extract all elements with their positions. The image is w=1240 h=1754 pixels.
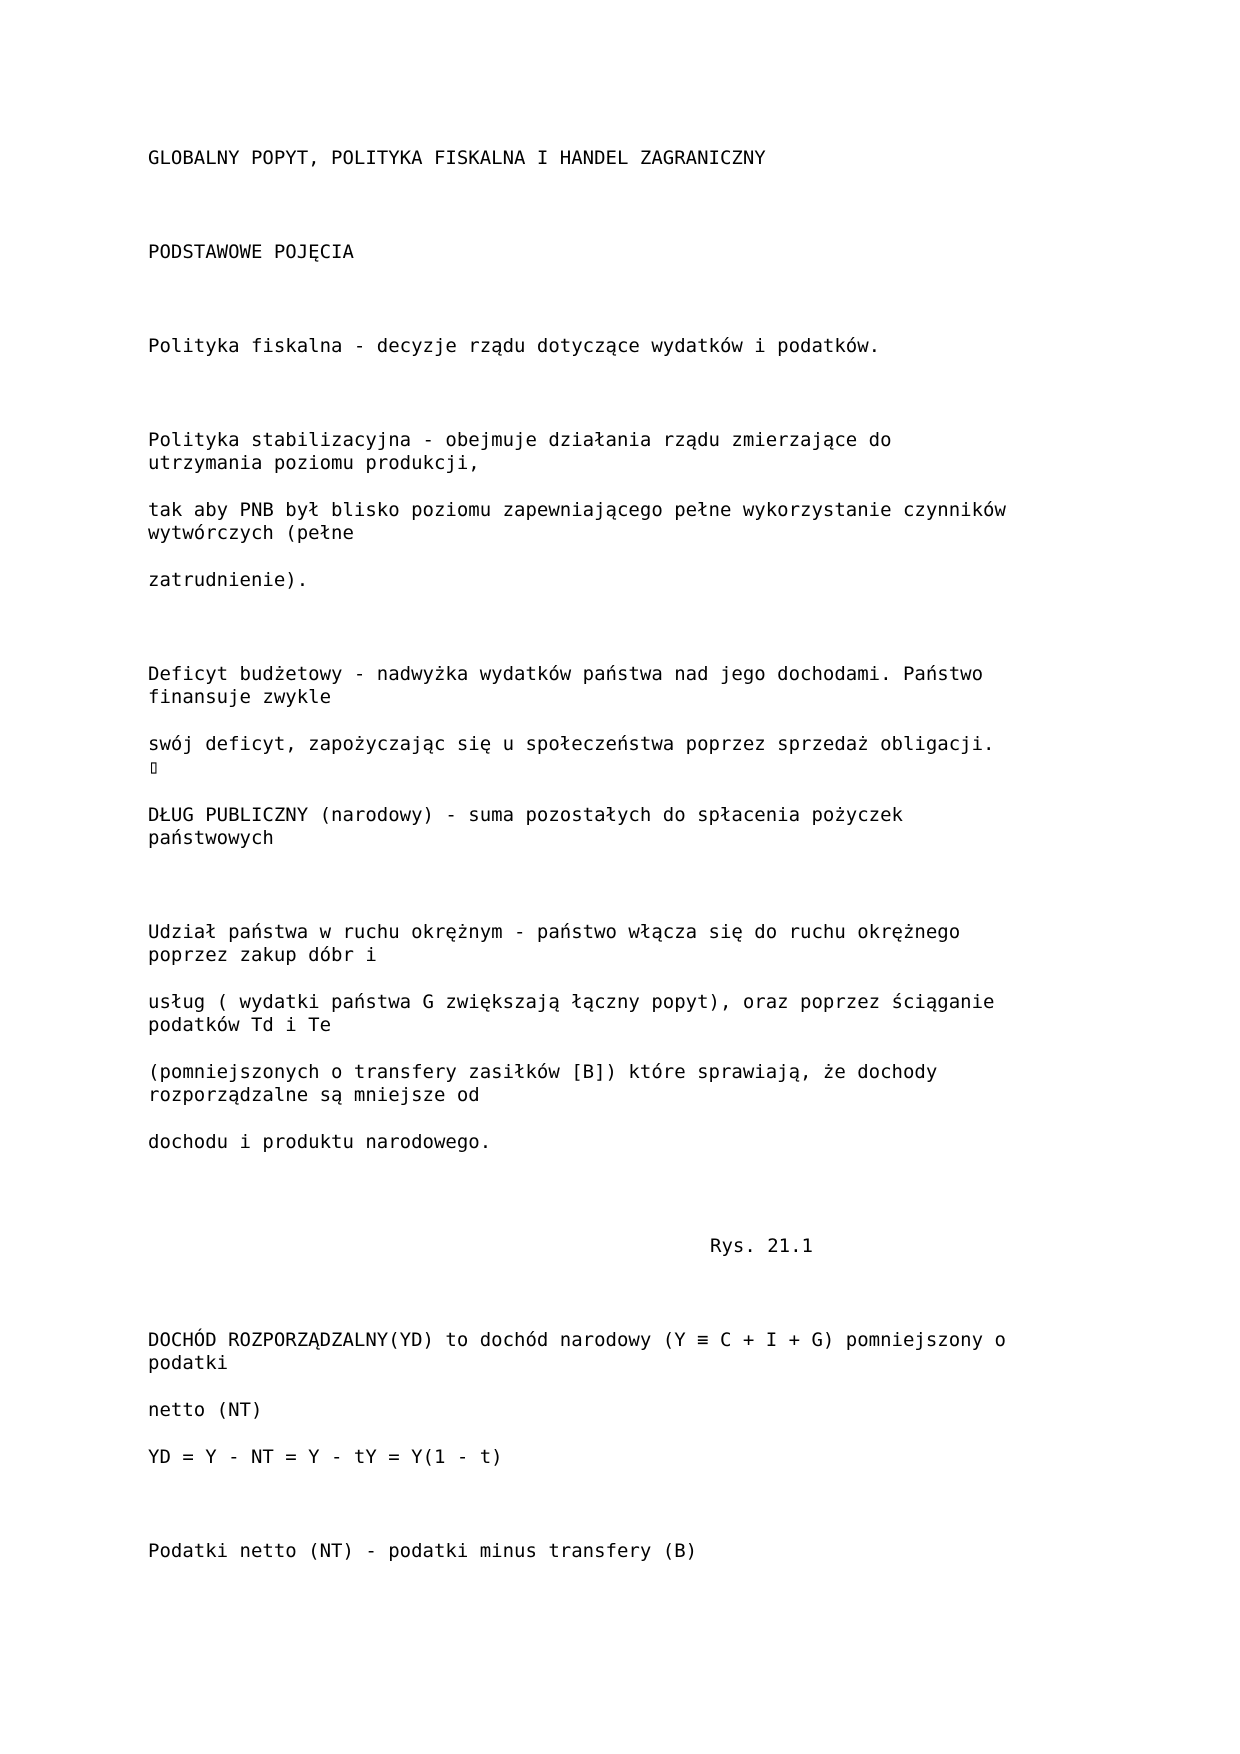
public-debt-line-2: państwowych xyxy=(148,827,274,849)
figure-caption: Rys. 21.1 xyxy=(710,1235,813,1257)
net-taxes-definition: Podatki netto (NT) - podatki minus transfery (B) xyxy=(148,1540,698,1562)
state-share-line-4: podatków Td i Te xyxy=(148,1014,332,1036)
deficit-line-2: finansuje zwykle xyxy=(148,686,332,708)
disposable-income-formula: YD = Y - NT = Y - tY = Y(1 - t) xyxy=(148,1446,503,1468)
stabilization-line-2: utrzymania poziomu produkcji, xyxy=(148,452,480,474)
stabilization-line-4: wytwórczych (pełne xyxy=(148,522,354,544)
stabilization-line-3: tak aby PNB był blisko poziomu zapewniającego pełne wykorzystanie czynników xyxy=(148,499,1006,521)
public-debt-line-1: DŁUG PUBLICZNY (narodowy) - suma pozostałych do spłacenia pożyczek xyxy=(148,804,903,826)
stabilization-line-5: zatrudnienie). xyxy=(148,569,309,591)
disposable-income-line-1: DOCHÓD ROZPORZĄDZALNY(YD) to dochód narodowy (Y ≡ C + I + G) pomniejszony o xyxy=(148,1329,1006,1351)
state-share-line-5: (pomniejszonych o transfery zasiłków [B]) które sprawiają, że dochody xyxy=(148,1061,938,1083)
state-share-line-2: poprzez zakup dóbr i xyxy=(148,944,377,966)
stabilization-line-1: Polityka stabilizacyjna - obejmuje działania rządu zmierzające do xyxy=(148,429,892,451)
disposable-income-line-2: podatki xyxy=(148,1352,229,1374)
missing-glyph-box: ▯ xyxy=(148,756,160,778)
state-share-line-1: Udział państwa w ruchu okrężnym - państwo włącza się do ruchu okrężnego xyxy=(148,921,961,943)
document-title: GLOBALNY POPYT, POLITYKA FISKALNA I HANDEL ZAGRANICZNY xyxy=(148,147,766,169)
fiscal-policy-definition: Polityka fiskalna - decyzje rządu dotyczące wydatków i podatków. xyxy=(148,335,881,357)
disposable-income-line-3: netto (NT) xyxy=(148,1399,263,1421)
state-share-line-6: rozporządzalne są mniejsze od xyxy=(148,1084,480,1106)
deficit-line-1: Deficyt budżetowy - nadwyżka wydatków państwa nad jego dochodami. Państwo xyxy=(148,663,984,685)
state-share-line-3: usług ( wydatki państwa G zwiększają łączny popyt), oraz poprzez ściąganie xyxy=(148,991,995,1013)
state-share-line-7: dochodu i produktu narodowego. xyxy=(148,1131,492,1153)
section-heading: PODSTAWOWE POJĘCIA xyxy=(148,241,354,263)
deficit-line-3: swój deficyt, zapożyczając się u społeczeństwa poprzez sprzedaż obligacji. xyxy=(148,733,995,755)
